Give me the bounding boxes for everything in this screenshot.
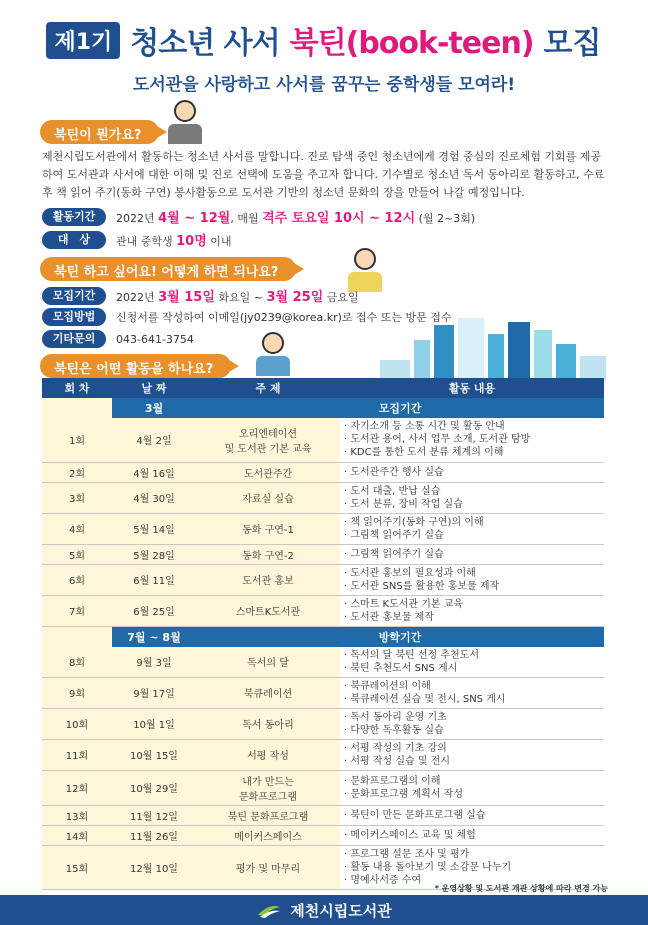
poster-header — [0, 18, 648, 95]
title-end: 모집 — [543, 26, 602, 61]
topic-cell: 도서관주간 — [196, 462, 340, 482]
date-cell: 4월 2일 — [112, 418, 196, 462]
content-cell: · 독서 동아리 운영 기초 · 다양한 독후활동 실습 — [340, 708, 604, 739]
date-cell: 4월 30일 — [112, 482, 196, 513]
target-post: 이내 — [210, 235, 232, 248]
session-cell: 1회 — [42, 418, 112, 462]
content-cell: · 도서관 홍보의 필요성과 이해 · 도서관 SNS를 활용한 홍보물 제작 — [340, 564, 604, 595]
date-cell: 9월 17일 — [112, 677, 196, 708]
info-recruit — [42, 286, 359, 305]
topic-cell: 북틴 문화프로그램 — [196, 805, 340, 825]
session-cell: 10회 — [42, 708, 112, 739]
session-cell: 13회 — [42, 805, 112, 825]
period-blank-cell — [42, 626, 112, 647]
title-accent: 북틴(book-teen) — [289, 26, 534, 61]
content-cell: · 독서의 달 북틴 선정 추천도서 · 북틴 추천도서 SNS 게시 — [340, 647, 604, 678]
period-row-1 — [42, 398, 604, 418]
session-cell: 8회 — [42, 647, 112, 678]
date-cell: 11월 26일 — [112, 825, 196, 845]
table-row — [42, 544, 604, 564]
date-cell: 6월 11일 — [112, 564, 196, 595]
info-period — [42, 207, 475, 226]
header-session: 회 차 — [42, 378, 112, 398]
topic-cell: 내가 만드는 문화프로그램 — [196, 770, 340, 805]
table-row — [42, 462, 604, 482]
table-row — [42, 708, 604, 739]
section-activities: 북틴은 어떤 활동을 하나요? — [40, 354, 231, 378]
books-illustration-icon — [380, 318, 608, 380]
footer — [0, 895, 648, 925]
reader-illustration-icon — [168, 100, 202, 144]
topic-cell: 자료실 실습 — [196, 482, 340, 513]
content-cell: · 스마트 K도서관 기본 교육 · 도서관 홍보물 제작 — [340, 595, 604, 626]
topic-cell: 도서관 홍보 — [196, 564, 340, 595]
target-pre: 관내 중학생 — [116, 235, 173, 248]
contact-tag: 기타문의 — [42, 330, 106, 348]
content-cell: · 북틴이 만든 문화프로그램 실습 — [340, 805, 604, 825]
subtitle: 도서관을 사랑하고 사서를 꿈꾸는 중학생들 모여라! — [132, 75, 516, 95]
content-cell: · 도서 대출, 반납 실습 · 도서 분류, 장비 작업 실습 — [340, 482, 604, 513]
title-main: 청소년 사서 — [130, 26, 280, 61]
table-row — [42, 739, 604, 770]
date-cell: 10월 1일 — [112, 708, 196, 739]
session-cell: 15회 — [42, 845, 112, 889]
footnote: * 운영상황 및 도서관 개관 상황에 따라 변경 가능 — [434, 884, 608, 893]
content-cell: · 서평 작성의 기초 강의 · 서평 작성 실습 및 전시 — [340, 739, 604, 770]
method-tag: 모집방법 — [42, 308, 106, 326]
topic-cell: 독서의 달 — [196, 647, 340, 678]
session-cell: 11회 — [42, 739, 112, 770]
session-cell: 3회 — [42, 482, 112, 513]
period-pre: 2022년 — [116, 212, 155, 225]
date-cell: 11월 12일 — [112, 805, 196, 825]
table-row — [42, 482, 604, 513]
session-cell: 4회 — [42, 513, 112, 544]
date-cell: 5월 14일 — [112, 513, 196, 544]
table-header-row — [42, 378, 604, 398]
contact-text: 043-641-3754 — [116, 332, 194, 346]
topic-cell: 독서 동아리 — [196, 708, 340, 739]
session-cell: 14회 — [42, 825, 112, 845]
library-logo-icon — [256, 901, 282, 919]
table-row — [42, 564, 604, 595]
date-cell: 10월 29일 — [112, 770, 196, 805]
content-cell: · 북큐레이션의 이해 · 북큐레이션 실습 및 전시, SNS 게시 — [340, 677, 604, 708]
header-topic: 주 제 — [196, 378, 340, 398]
content-cell: · 도서관주간 행사 실습 — [340, 462, 604, 482]
schedule-table — [42, 378, 604, 890]
period-label: 방학기간 — [196, 626, 604, 647]
topic-cell: 동화 구연-2 — [196, 544, 340, 564]
table-row — [42, 805, 604, 825]
period-post: (월 2~3회) — [418, 212, 476, 225]
target-count: 10명 — [176, 234, 207, 249]
table-row — [42, 647, 604, 678]
content-cell: · 책 읽어주기(동화 구연)의 이해 · 그림책 읽어주기 실습 — [340, 513, 604, 544]
period-month: 3월 — [112, 398, 196, 418]
date-cell: 6월 25일 — [112, 595, 196, 626]
topic-cell: 오리엔테이션 및 도서관 기본 교육 — [196, 418, 340, 462]
recruit-end: 3월 25일 — [266, 290, 324, 305]
topic-cell: 서평 작성 — [196, 739, 340, 770]
recruit-start: 3월 15일 — [158, 290, 215, 305]
date-cell: 5월 28일 — [112, 544, 196, 564]
session-cell: 12회 — [42, 770, 112, 805]
content-cell: · 그림책 읽어주기 실습 — [340, 544, 604, 564]
period-mid: , 매월 — [230, 212, 259, 225]
date-cell: 9월 3일 — [112, 647, 196, 678]
table-row — [42, 770, 604, 805]
content-cell: · 프로그램 설문 조사 및 평가 · 활동 내용 돌아보기 및 소감문 나누기 · 명예사서증 수여 — [340, 845, 604, 889]
info-contact — [42, 330, 194, 348]
period-blank-cell — [42, 398, 112, 418]
session-cell: 2회 — [42, 462, 112, 482]
header-date: 날 짜 — [112, 378, 196, 398]
period-tag: 활동기간 — [42, 208, 106, 226]
topic-cell: 메이커스페이스 — [196, 825, 340, 845]
period-months: 4월 ~ 12월 — [158, 211, 231, 226]
content-cell: · 문화프로그램의 이해 · 문화프로그램 계획서 작성 — [340, 770, 604, 805]
period-month: 7월 ~ 8월 — [112, 626, 196, 647]
table-row — [42, 677, 604, 708]
period-row-2 — [42, 626, 604, 647]
topic-cell: 북큐레이션 — [196, 677, 340, 708]
recruit-post: 금요일 — [326, 291, 359, 304]
header-content: 활동 내용 — [340, 378, 604, 398]
session-cell: 7회 — [42, 595, 112, 626]
table-row — [42, 418, 604, 462]
session-cell: 6회 — [42, 564, 112, 595]
table-row — [42, 595, 604, 626]
recruit-tag: 모집기간 — [42, 287, 106, 305]
topic-cell: 스마트K도서관 — [196, 595, 340, 626]
period-time: 격주 토요일 10시 ~ 12시 — [262, 211, 416, 226]
raised-hand-boy-icon — [256, 332, 290, 376]
library-name: 제천시립도서관 — [290, 901, 392, 920]
content-cell: · 자기소개 등 소통 시간 및 활동 안내 · 도서관 용어, 사서 업무 소개, 도서관 탐방 · KDC를 통한 도서 분류 체계의 이해 — [340, 418, 604, 462]
cohort-badge: 제1기 — [46, 22, 120, 59]
topic-cell: 동화 구연-1 — [196, 513, 340, 544]
recruit-mid: 화요일 ~ — [218, 291, 263, 304]
method-text: 신청서를 작성하여 이메일(jy0239@korea.kr)로 접수 또는 방문 접수 — [116, 311, 452, 324]
content-cell: · 메이커스페이스 교육 및 체험 — [340, 825, 604, 845]
target-tag: 대 상 — [42, 231, 106, 249]
topic-cell: 평가 및 마무리 — [196, 845, 340, 889]
title-row — [0, 18, 648, 62]
session-cell: 9회 — [42, 677, 112, 708]
schedule-body — [42, 398, 604, 889]
info-target — [42, 230, 232, 249]
recruit-pre: 2022년 — [116, 291, 155, 304]
intro-text: 제천시립도서관에서 활동하는 청소년 사서를 말합니다. 진로 탐색 중인 청소년에게 경험 중심의 진로체험 기회를 제공하여 도서관과 사서에 대한 이해 및 진로 선택에 도움을 주고자 합니다. 기수별로 청소년 독서 동아리로 활동하고, 수료 후 책 읽어 주기(동화 구연) 봉사활동으로 도서관 기반의 청소년 문화의 장을 만들어 나갈 예정입니다. — [42, 150, 605, 199]
session-cell: 5회 — [42, 544, 112, 564]
section-how: 북틴 하고 싶어요! 어떻게 하면 되나요? — [40, 257, 296, 281]
section-what: 북틴이 뭔가요? — [40, 120, 159, 144]
table-row — [42, 825, 604, 845]
table-row — [42, 513, 604, 544]
date-cell: 10월 15일 — [112, 739, 196, 770]
period-label: 모집기간 — [196, 398, 604, 418]
date-cell: 12월 10일 — [112, 845, 196, 889]
date-cell: 4월 16일 — [112, 462, 196, 482]
